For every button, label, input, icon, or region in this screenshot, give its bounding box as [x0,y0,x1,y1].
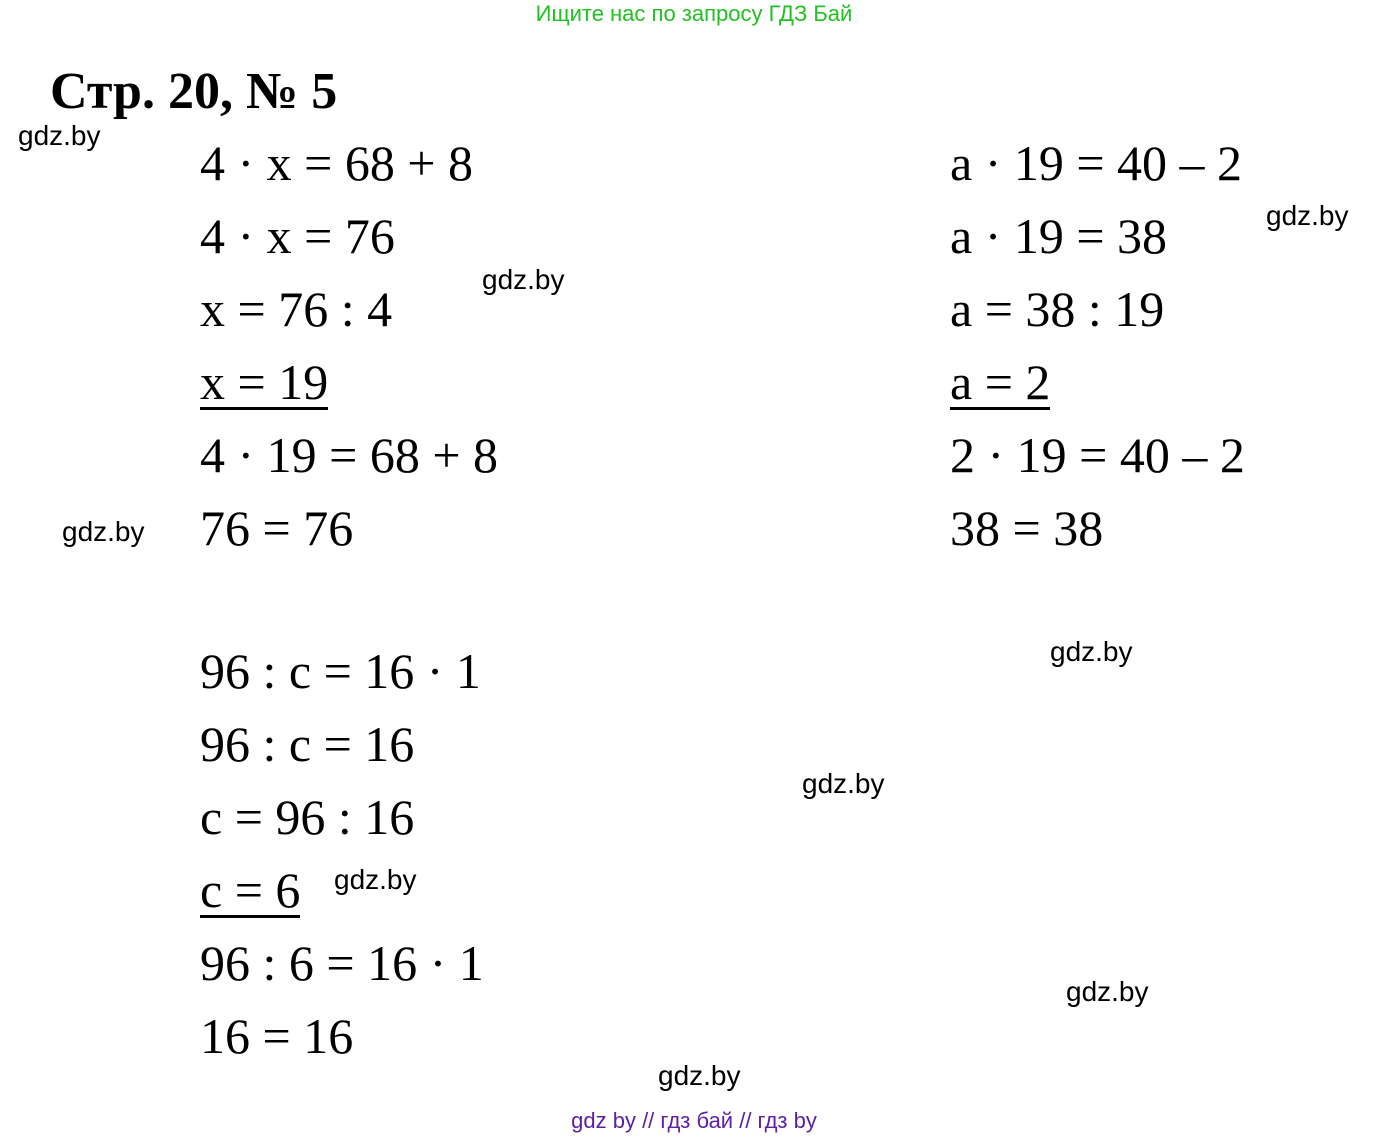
equation-check-result: 16 = 16 [200,1008,354,1064]
equation-check: 96 : 6 = 16 · 1 [200,935,484,991]
watermark: gdz.by [482,264,565,295]
top-banner: Ищите нас по запросу ГДЗ Бай [535,1,853,26]
equation-line: c = 96 : 16 [200,789,415,845]
equation-answer [950,346,1245,419]
answer-text: a = 2 [950,354,1051,410]
watermark: gdz.by [1266,200,1349,231]
equation-check-result: 38 = 38 [950,500,1104,556]
watermark: gdz.by [18,120,101,151]
equation-block-a [950,127,1245,565]
equation-line: 96 : c = 16 [200,716,415,772]
equation-line: x = 76 : 4 [200,281,393,337]
equation-block-c [200,635,484,1073]
answer-text: x = 19 [200,354,329,410]
equation-line: 4 · x = 76 [200,208,395,264]
answer-text: c = 6 [200,862,301,918]
watermark: gdz.by [1050,636,1133,667]
watermark: gdz.by [62,516,145,547]
equation-check-result: 76 = 76 [200,500,354,556]
equation-check: 4 · 19 = 68 + 8 [200,427,499,483]
watermark: gdz.by [1066,976,1149,1007]
equation-line: 96 : c = 16 · 1 [200,643,481,699]
equation-answer [200,346,498,419]
equation-line: a = 38 : 19 [950,281,1165,337]
footer-links: gdz by // гдз бай // гдз by [571,1108,817,1133]
equation-line: a · 19 = 38 [950,208,1168,264]
equation-block-x [200,127,498,565]
page-title: Стр. 20, № 5 [50,63,338,120]
equation-check: 2 · 19 = 40 – 2 [950,427,1245,483]
watermark: gdz.by [334,864,417,895]
equation-line: a · 19 = 40 – 2 [950,135,1243,191]
watermark: gdz.by [802,768,885,799]
watermark: gdz.by [658,1060,741,1091]
equation-line: 4 · x = 68 + 8 [200,135,474,191]
